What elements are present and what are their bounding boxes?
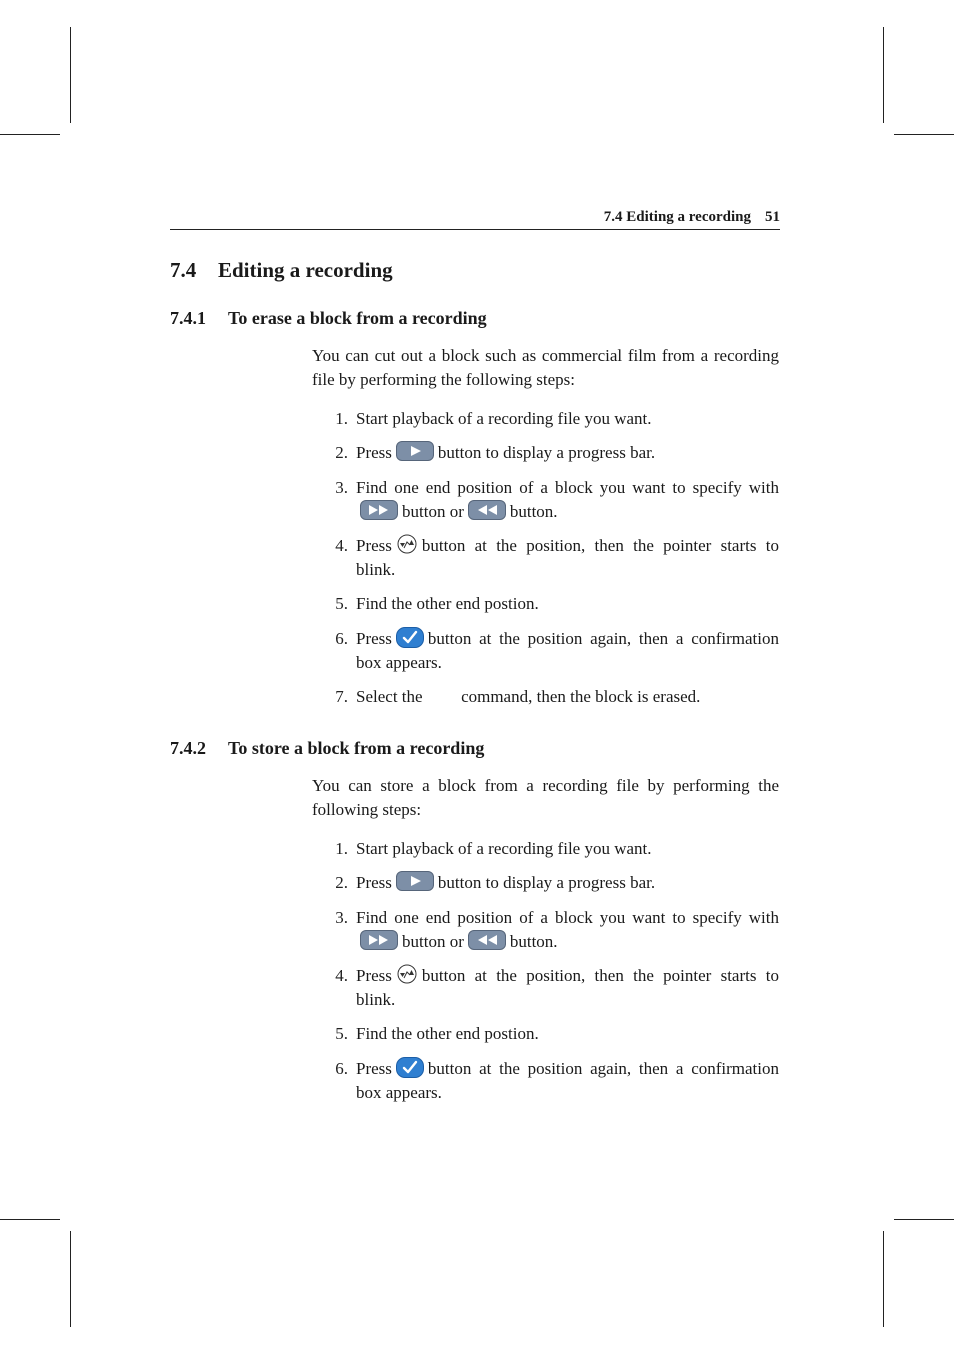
step-number: 4. xyxy=(335,536,348,555)
mark-button-icon xyxy=(396,964,418,984)
step-lead: Select the xyxy=(356,687,423,706)
rewind-button-icon xyxy=(468,930,506,950)
rewind-button-icon xyxy=(468,500,506,520)
crop-mark xyxy=(883,1231,884,1327)
crop-mark xyxy=(70,1231,71,1327)
press-word: Press xyxy=(356,443,392,462)
step-text: Find the other end postion. xyxy=(356,1024,539,1043)
step-text: Start playback of a recording file you want. xyxy=(356,409,652,428)
step-text xyxy=(356,871,779,895)
button-or-text: button or xyxy=(402,932,464,951)
press-word: Press xyxy=(356,1059,392,1078)
press-word: Press xyxy=(356,873,392,892)
step-text: Start playback of a recording file you want. xyxy=(356,839,652,858)
crop-mark xyxy=(894,1219,954,1220)
step-number: 5. xyxy=(335,594,348,613)
subsection-title-erase xyxy=(170,306,487,330)
intro-paragraph-erase xyxy=(312,344,779,392)
subsection-title-text: To erase a block from a recording xyxy=(228,308,487,328)
step-text xyxy=(356,964,779,1012)
section-title-text: Editing a recording xyxy=(218,258,393,282)
step-rest: button at the position, then the pointer starts to blink. xyxy=(356,966,779,1009)
crop-mark xyxy=(883,27,884,123)
step-rest: button to display a progress bar. xyxy=(437,443,656,462)
step-number: 5. xyxy=(335,1024,348,1043)
step-lead: Find one end position of a block you want to specify xyxy=(356,478,742,497)
intro-text: You can cut out a block such as commercial film from a recording file by performing the following steps: xyxy=(312,346,779,389)
play-button-icon xyxy=(396,871,434,891)
button-end-text: button. xyxy=(509,932,558,951)
step-text xyxy=(356,685,779,709)
step-number: 3. xyxy=(335,908,348,927)
section-number: 7.4 xyxy=(170,258,197,282)
step-number: 3. xyxy=(335,478,348,497)
press-word: Press xyxy=(356,536,392,555)
step-number: 2. xyxy=(335,443,348,462)
step-text xyxy=(356,534,779,582)
running-head-title: 7.4 Editing a recording xyxy=(603,209,751,225)
step-number: 6. xyxy=(335,629,348,648)
step-rest: button at the position again, then a confirmation box appears. xyxy=(356,629,779,672)
press-word: Press xyxy=(356,966,392,985)
step-rest: button at the position, then the pointer starts to blink. xyxy=(356,536,779,579)
step-text: Find the other end postion. xyxy=(356,594,539,613)
step-text xyxy=(356,1057,779,1105)
step-text xyxy=(356,476,779,524)
step-rest: command, then the block is erased. xyxy=(461,687,701,706)
button-or-text: button or xyxy=(402,502,464,521)
fast-forward-button-icon xyxy=(360,930,398,950)
button-end-text: button. xyxy=(509,502,558,521)
subsection-number: 7.4.2 xyxy=(170,738,206,758)
subsection-title-text: To store a block from a recording xyxy=(228,738,485,758)
ok-button-icon xyxy=(396,627,424,648)
step-rest: button at the position again, then a confirmation box appears. xyxy=(356,1059,779,1102)
intro-paragraph-store xyxy=(312,774,779,822)
step-number: 1. xyxy=(335,839,348,858)
step-number: 6. xyxy=(335,1059,348,1078)
fast-forward-button-icon xyxy=(360,500,398,520)
page-number: 51 xyxy=(765,209,780,225)
step-rest: button to display a progress bar. xyxy=(437,873,656,892)
with-word: with xyxy=(748,478,780,497)
press-word: Press xyxy=(356,629,392,648)
running-head xyxy=(170,206,780,230)
subsection-number: 7.4.1 xyxy=(170,308,206,328)
subsection-title-store xyxy=(170,736,484,760)
ok-button-icon xyxy=(396,1057,424,1078)
step-text xyxy=(356,441,779,465)
intro-text: You can store a block from a recording file by performing the following steps: xyxy=(312,776,779,819)
mark-button-icon xyxy=(396,534,418,554)
step-number: 2. xyxy=(335,873,348,892)
step-number: 4. xyxy=(335,966,348,985)
crop-mark xyxy=(0,134,60,135)
step-text xyxy=(356,627,779,675)
step-lead: Find one end position of a block you want to specify xyxy=(356,908,742,927)
crop-mark xyxy=(894,134,954,135)
crop-mark xyxy=(0,1219,60,1220)
with-word: with xyxy=(748,908,780,927)
section-title xyxy=(170,256,393,284)
play-button-icon xyxy=(396,441,434,461)
step-text xyxy=(356,906,779,954)
step-number: 1. xyxy=(335,409,348,428)
crop-mark xyxy=(70,27,71,123)
step-number: 7. xyxy=(335,687,348,706)
